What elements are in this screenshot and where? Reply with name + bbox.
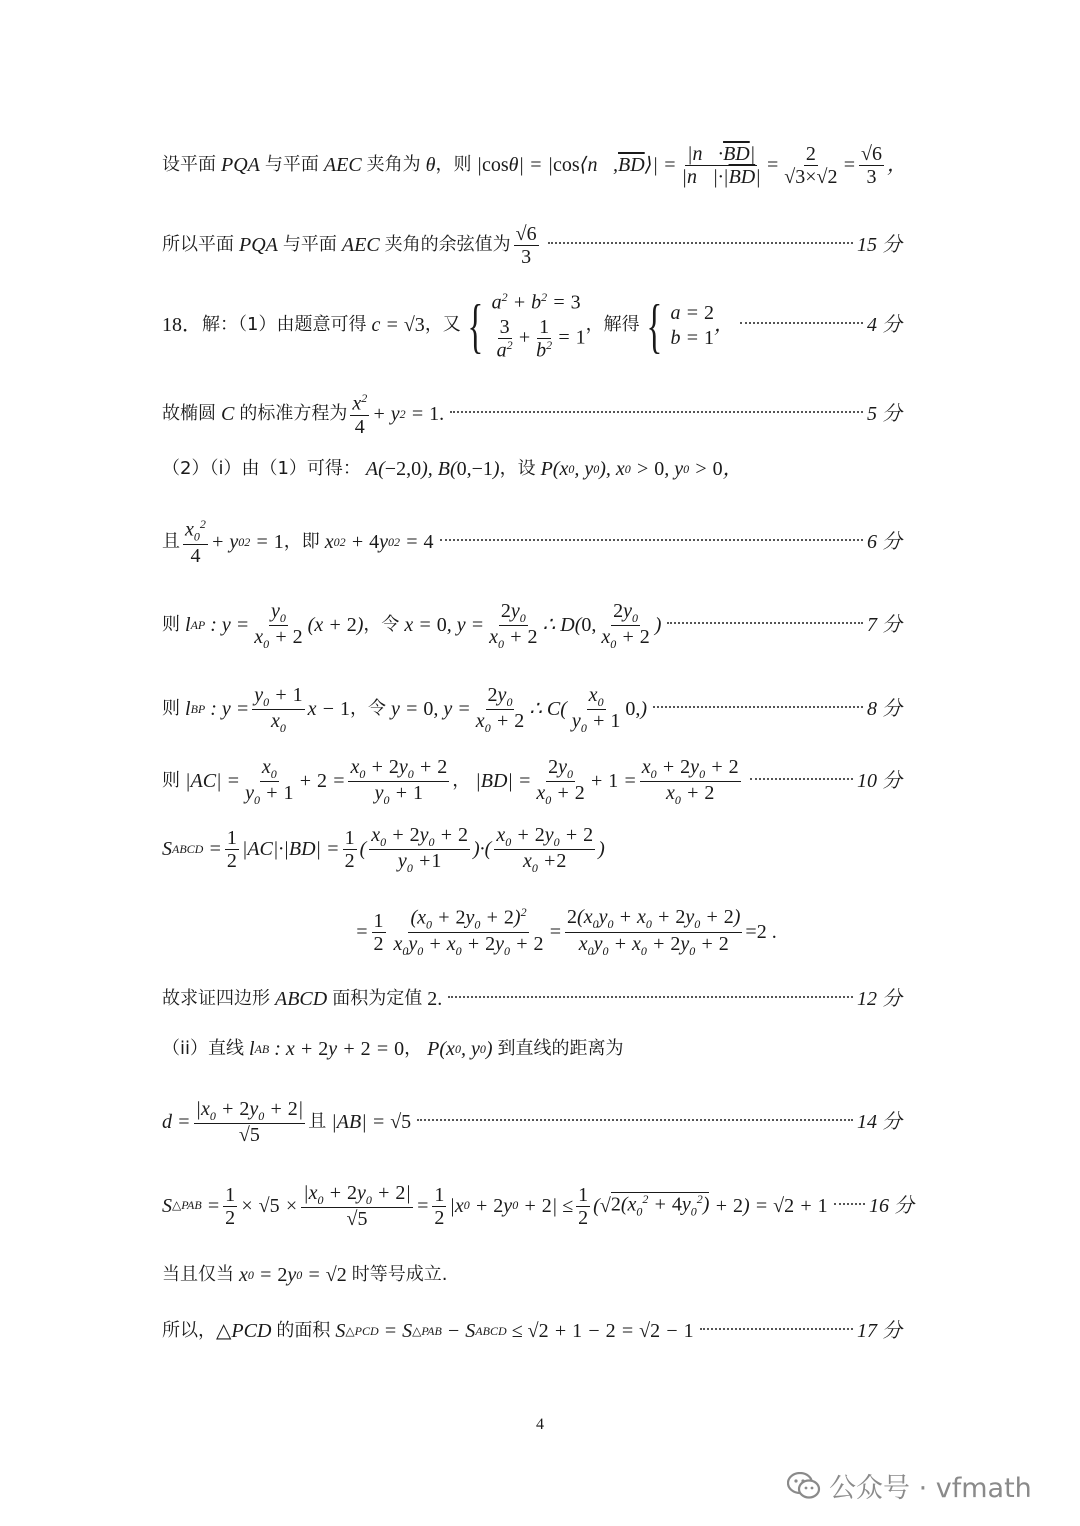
score-14: 14 分 [857, 1110, 902, 1133]
score-10: 10 分 [857, 770, 902, 793]
dot-leader [653, 706, 863, 708]
line-12: 故求证四边形 ABCD 面积为定值 2. 12 分 [162, 988, 902, 1010]
score-16: 16 分 [869, 1194, 914, 1217]
line-10: S ABCD = $\frac{1}{2}$ |AC|·|BD| = $\frac{1}{2}$ ( $\frac{x_0 + 2y_0 + 2}{y_0 +1}$ )·( $\frac{x_0 + 2y_0 + 2}{x_0 +2}$ ) [162, 824, 605, 876]
dot-leader [448, 996, 853, 998]
line-17: 所以， △PCD 的面积 S △PCD = S △PAB − S ABCD ≤ √2 + 1 − 2 = √2 − 1 17 分 [162, 1320, 902, 1342]
line-6: 且 $\frac{x_0^2}{4}$ + y 0 2 = 1 ，即 x 0 2 + 4 y 0 2 = 4 6 分 [162, 517, 902, 567]
dot-leader [450, 411, 863, 413]
dot-leader [750, 778, 853, 780]
score-7: 7 分 [867, 614, 902, 637]
page-number: 4 [536, 1416, 544, 1433]
wechat-icon [787, 1472, 821, 1500]
line-9: 则 |AC| = $\frac{x_0}{y_0 + 1}$ + 2 = $\frac{x_0 + 2y_0 + 2}{y_0 + 1}$ ， |BD| = $\frac{2y_0}{x_0 + 2}$ + 1 = $\frac{x_0 + 2y_0 + 2}{x_0 + 2}$ 10 分 [162, 756, 902, 808]
line-2: 所以平面 PQA 与平面 AEC 夹角的余弦值为 $\frac{√6}{3}$ 15 分 [162, 223, 902, 268]
dot-leader [740, 322, 863, 324]
dot-leader [700, 1328, 853, 1330]
line-5: （2）（i）由（1）可得： A( −2,0 ), B( 0,−1 ) ，设 P(x 0 , y 0 ), x 0 > 0 , y 0 > 0 ， [162, 458, 743, 480]
dot-leader [834, 1203, 865, 1205]
line-14: d = $\frac{|x_0 + 2y_0 + 2|}{√5}$ 且 |AB| = √5 14 分 [162, 1098, 902, 1147]
score-6: 6 分 [867, 530, 902, 553]
line-13: （ii）直线 l AB : x + 2 y + 2 = 0 ， P(x 0 , y 0 ) 到直线的距离为 [162, 1038, 624, 1060]
score-4: 4 分 [867, 314, 902, 337]
line-3: 18． 解：（1）由题意可得 c = √3 ，又 { $a^2 + b^2 = 3$ $\frac{3}{a^2}$ + $\frac{1}{b^2}$ = 1 ，解得 { a = 2 b = 1 ， 4 分 [162, 290, 902, 362]
dot-leader [440, 539, 863, 541]
line-16: 当且仅当 x 0 = 2 y 0 = √2 时等号成立. [162, 1264, 448, 1286]
score-5: 5 分 [867, 403, 902, 426]
line-11: = $\frac{1}{2}$ $\frac{(x_0 + 2y_0 + 2)^2}{x_0y_0 + x_0 + 2y_0 + 2}$ = $\frac{2(x_0y_0 + x_0 + 2y_0 + 2)}{x_0y_0 + x_0 + 2y_0 + 2}$ =2 . [355, 905, 777, 958]
line-7: 则 l AP : y = $\frac{y_0}{x_0 + 2}$ (x + 2 ) ，令 x = 0 , y = $\frac{2y_0}{x_0 + 2}$ ∴ D( 0, $\frac{2y_0}{x_0 + 2}$ ) 7 分 [162, 600, 902, 652]
dot-leader [667, 622, 863, 624]
score-17: 17 分 [857, 1320, 902, 1342]
dot-leader [548, 242, 853, 244]
line-8: 则 l BP : y = $\frac{y_0 + 1}{x_0}$ x − 1 ，令 y = 0 , y = $\frac{2y_0}{x_0 + 2}$ ∴ C( $\frac{x_0}{y_0 + 1}$ 0, ) 8 分 [162, 684, 902, 736]
line-15: S △PAB = $\frac{1}{2}$ × √5 × $\frac{|x_0 + 2y_0 + 2|}{√5}$ = $\frac{1}{2}$ |x 0 + 2 y 0 + 2 | ≤ $\frac{1}{2}$ ( √ $2(x_0^2 + 4y_0^2)$ + 2 ) = √2 + 1 16 分 [162, 1182, 914, 1231]
score-15: 15 分 [857, 234, 902, 256]
line-1: 设平面 PQA 与平面 AEC 夹角为 θ ，则 | cos θ| = | cos ⟨n⃗, $\overline{BD}$ ⟩| = $\frac{|n⃗\cdot\overline{BD}|}{|n⃗|\cdot|\overline{BD}|}$ = $\frac{2}{√3\times√2}$ = $\frac{√6}{3}$ ， [162, 143, 907, 188]
score-8: 8 分 [867, 698, 902, 721]
line-4: 故椭圆 C 的标准方程为 $\frac{x^2}{4}$ + y 2 = 1. 5 分 [162, 391, 902, 438]
watermark [787, 1466, 1032, 1505]
watermark-text: 公众号 · vfmath [829, 1473, 1032, 1504]
dot-leader [417, 1119, 853, 1121]
score-12: 12 分 [857, 988, 902, 1010]
